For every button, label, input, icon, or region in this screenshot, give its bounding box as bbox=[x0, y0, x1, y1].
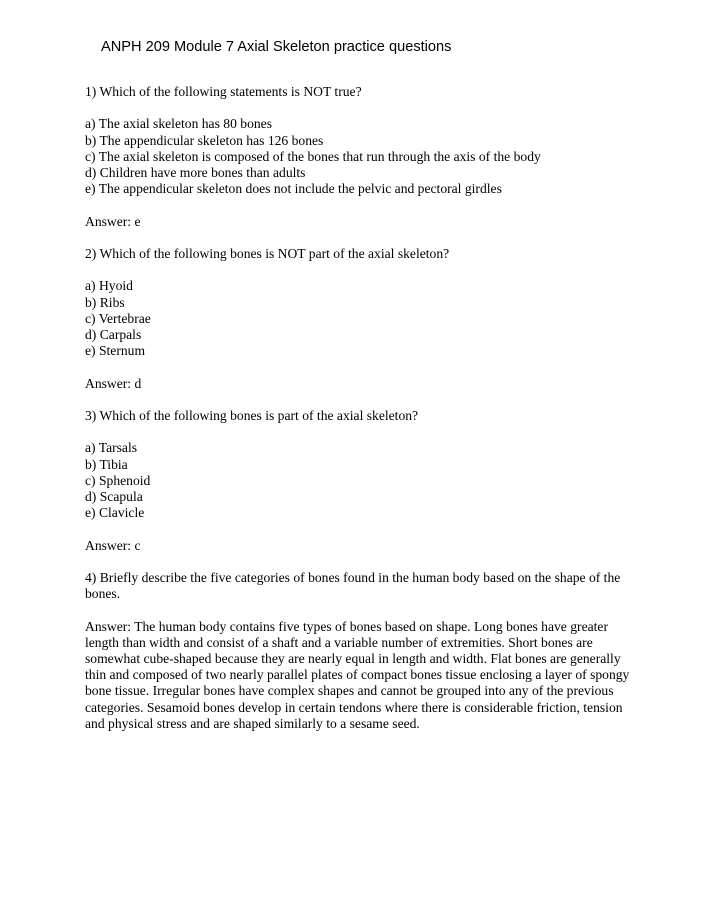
question-prompt: 2) Which of the following bones is NOT part of the axial skeleton? bbox=[85, 245, 450, 261]
answer-option: d) Carpals bbox=[85, 326, 142, 342]
question-prompt: 4) Briefly describe the five categories of bones found in the human body based on the shape of the bones. bbox=[85, 569, 621, 602]
answer-key: Answer: c bbox=[85, 537, 141, 553]
answer-option: a) Tarsals bbox=[85, 440, 138, 456]
answer-option: a) Hyoid bbox=[85, 278, 133, 294]
answer-option: c) Sphenoid bbox=[85, 472, 151, 488]
answer-option: e) The appendicular skeleton does not include the pelvic and pectoral girdles bbox=[85, 181, 502, 197]
answer-option: e) Clavicle bbox=[85, 505, 145, 521]
question-prompt: 1) Which of the following statements is NOT true? bbox=[85, 84, 362, 99]
answer-option: e) Sternum bbox=[85, 343, 146, 359]
answer-option: c) The axial skeleton is composed of the bones that run through the axis of the body bbox=[85, 148, 541, 164]
answer-option: a) The axial skeleton has 80 bones bbox=[85, 116, 272, 132]
answer-key: Answer: The human body contains five types of bones based on shape. Long bones have greater length than width and consist of a shaft and a variable number of extremities. Short bones are somewhat cube-shaped because they are nearly equal in length and width. Flat bones are generally thin and composed of two nearly parallel plates of compact bones tissue enclosing a layer of spongy bone tissue. Irregular bones have complex shapes and cannot be grouped into any of the previous categories. Sesamoid bones develop in certain tendons where there is considerable friction, tension and physical stress and are shaped similarly to a sesame seed. bbox=[85, 618, 630, 731]
question-1 bbox=[85, 84, 633, 246]
question-2 bbox=[85, 246, 633, 408]
question-4 bbox=[85, 570, 633, 732]
answer-option: c) Vertebrae bbox=[85, 310, 151, 326]
answer-option: b) The appendicular skeleton has 126 bones bbox=[85, 132, 324, 148]
answer-option: d) Scapula bbox=[85, 488, 143, 504]
answer-option: b) Tibia bbox=[85, 456, 128, 472]
answer-option: b) Ribs bbox=[85, 294, 125, 310]
question-prompt: 3) Which of the following bones is part of the axial skeleton? bbox=[85, 407, 419, 423]
question-3 bbox=[85, 408, 633, 570]
answer-key: Answer: d bbox=[85, 375, 142, 391]
answer-option: d) Children have more bones than adults bbox=[85, 165, 306, 180]
document-body bbox=[85, 84, 633, 732]
document-title: ANPH 209 Module 7 Axial Skeleton practice questions bbox=[101, 39, 452, 55]
answer-key: Answer: e bbox=[85, 213, 141, 229]
